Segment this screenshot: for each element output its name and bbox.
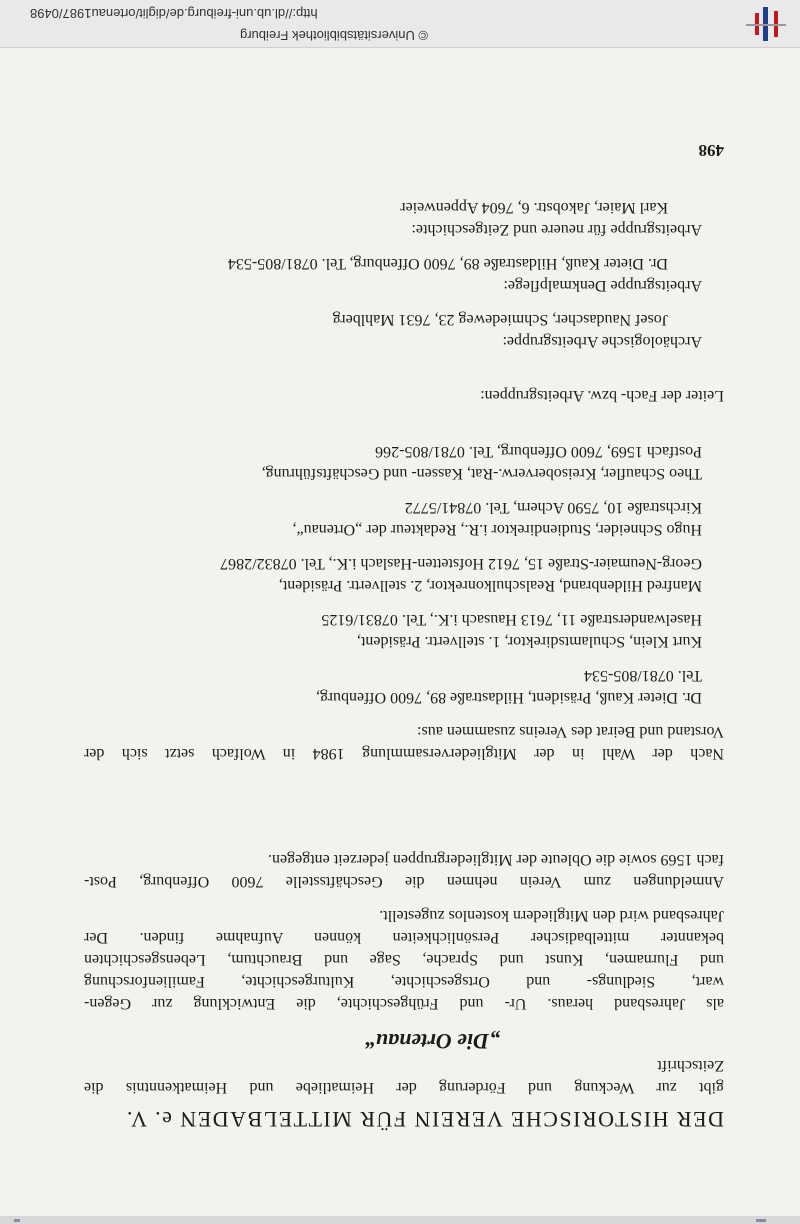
board-line: Georg-Neumaier-Straße 15, 7612 Hofstetten-Haslach i.K., Tel. 07832/2867 [220, 555, 702, 572]
bottom-strip [0, 1216, 800, 1224]
intro-line: gibt zur Weckung und Förderung der Heimatliebe und Heimatkenntnis die [84, 1079, 724, 1096]
paragraph-line: als Jahresband heraus. Ur- und Frühgeschichte, die Entwicklung zur Gegen- [84, 995, 724, 1012]
strip-mark [14, 1219, 20, 1222]
strip-mark [756, 1219, 766, 1222]
board-line: Postfach 1569, 7600 Offenburg, Tel. 0781/805-266 [375, 443, 702, 460]
paragraph-line: fach 1569 sowie die Obleute der Mitgliedergruppen jederzeit entgegen. [268, 851, 724, 868]
paragraph-line: Vorstand und Beirat des Vereins zusammen aus: [417, 723, 724, 740]
paragraph-line: und Flurnamen, Kunst und Sprache, Sage und Brauchtum, Lebensgeschichten [84, 951, 724, 968]
group-leader: Josef Naudascher, Schmiedeweg 23, 7631 Mahlberg [332, 311, 668, 328]
board-line: Hugo Schneider, Studiendirektor i.R., Redakteur der „Ortenau“, [292, 521, 702, 538]
paragraph-line: bekannter mittelbadischer Persönlichkeiten können Aufnahme finden. Der [84, 929, 724, 946]
page-title: DER HISTORISCHE VEREIN FÜR MITTELBADEN e. V. [125, 1107, 724, 1132]
group-leader: Dr. Dieter Kauß, Hildastraße 89, 7600 Offenburg, Tel. 0781/805-534 [227, 255, 668, 272]
copyright-notice: © Universitätsbibliothek Freiburg [240, 28, 429, 43]
group-heading: Archäologische Arbeitsgruppe: [502, 333, 702, 350]
board-line: Dr. Dieter Kauß, Präsident, Hildastraße 89, 7600 Offenburg, [316, 689, 702, 706]
board-line: Kurt Klein, Schulamtsdirektor, 1. stellvertr. Präsident, [356, 633, 702, 650]
page-number: 498 [698, 141, 724, 160]
board-line: Tel. 0781/805-534 [584, 667, 702, 684]
leaders-heading: Leiter der Fach- bzw. Arbeitsgruppen: [480, 387, 724, 404]
paragraph-line: Nach der Wahl in der Mitgliederversammlung 1984 in Wolfach setzt sich der [84, 745, 724, 762]
board-line: Manfred Hildenbrand, Realschulkonrektor, 2. stellvertr. Präsident, [278, 577, 702, 594]
paragraph-line: Jahresband wird den Mitgliedern kostenlos zugestellt. [379, 907, 724, 924]
board-line: Theo Schaufler, Kreisoberverw.-Rat, Kassen- und Geschäftsführung, [261, 465, 702, 482]
document-page [0, 48, 800, 1224]
logo-crossbar [746, 24, 786, 26]
group-leader: Karl Maier, Jakobstr. 6, 7604 Appenweier [400, 199, 668, 216]
intro-line: Zeitschrift [657, 1057, 724, 1074]
library-header-bar [0, 0, 800, 48]
paragraph-line: wart, Siedlungs- und Ortsgeschichte, Kulturgeschichte, Familienforschung [84, 973, 724, 990]
source-url-link[interactable]: http://dl.ub.uni-freiburg.de/diglit/ortenau1987/0498 [30, 6, 318, 21]
board-line: Kirchstraße 10, 7590 Achern, Tel. 07841/5772 [404, 499, 702, 516]
group-heading: Arbeitsgruppe für neuere und Zeitgeschichte: [411, 221, 702, 238]
group-heading: Arbeitsgruppe Denkmalpflege: [503, 277, 702, 294]
paragraph-line: Anmeldungen zum Verein nehmen die Geschäftsstelle 7600 Offenburg, Post- [84, 873, 724, 890]
journal-name: „Die Ortenau“ [364, 1029, 500, 1054]
board-line: Haselwanderstraße 11, 7613 Hausach i.K., Tel. 07831/6125 [321, 611, 702, 628]
